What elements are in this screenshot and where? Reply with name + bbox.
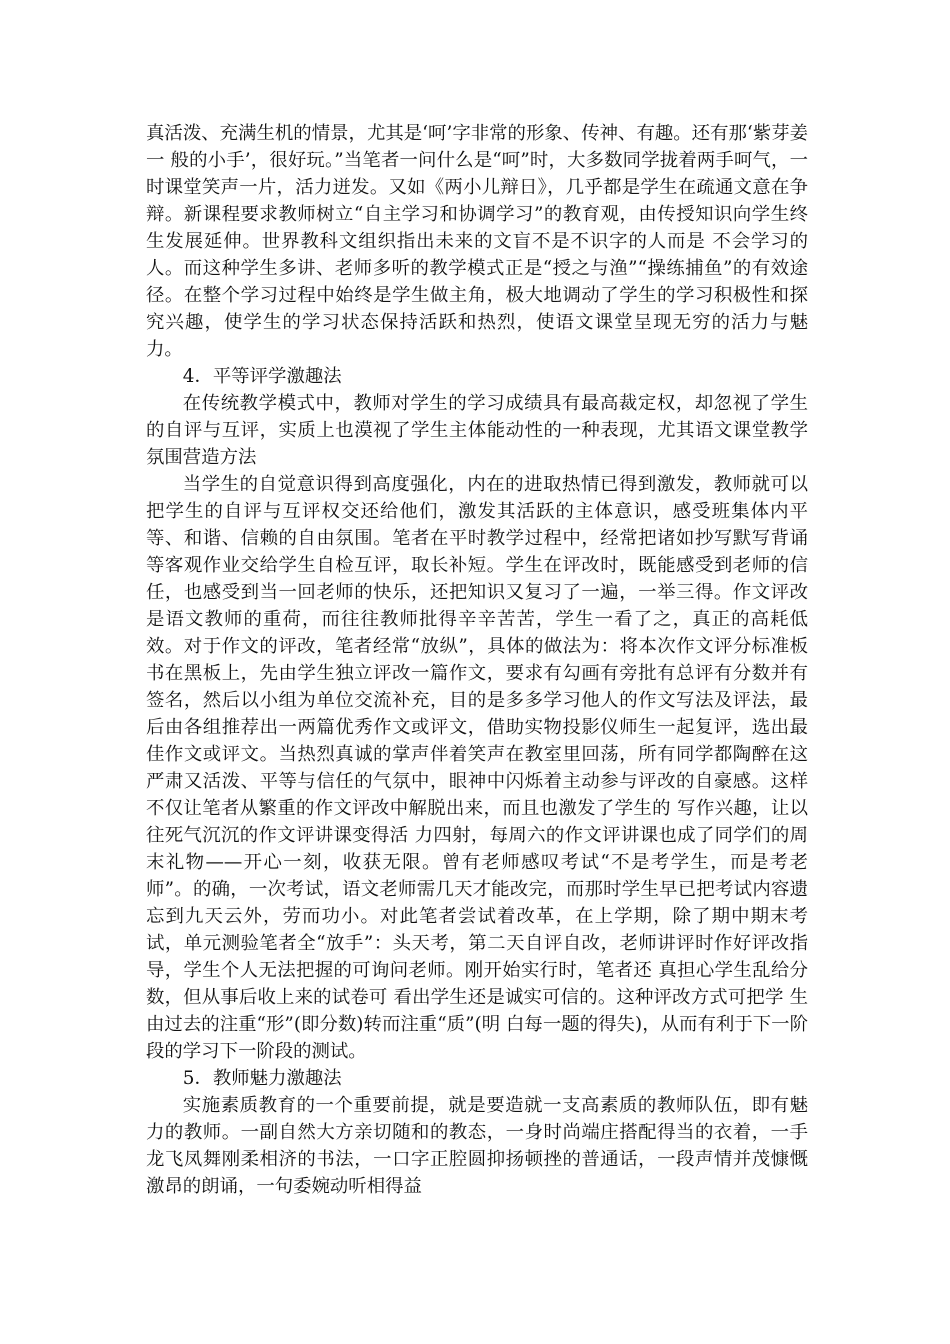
paragraph-section-5-body: 实施素质教育的一个重要前提，就是要造就一支高素质的教师队伍，即有魅力的教师。一副自然大方亲切随和的教态，一身时尚端庄搭配得当的衣着，一手龙飞凤舞刚柔相济的书法，一口字正腔圆抑扬顿挫的普通话，一段声情并茂慷慨激昂的朗诵，一句委婉动听相得益 bbox=[146, 1095, 808, 1197]
document-body bbox=[146, 120, 808, 1200]
section-heading-5: 5．教师魅力激趣法 bbox=[182, 1068, 342, 1089]
paragraph-section-4-intro: 在传统教学模式中，教师对学生的学习成绩具有最高裁定权，却忽视了学生的自评与互评，实质上也漠视了学生主体能动性的一种表现，尤其语文课堂教学氛围营造方法 bbox=[146, 393, 808, 468]
paragraph-intro-continuation: 真活泼、充满生机的情景，尤其是‘呵’字非常的形象、传神、有趣。还有那‘紫芽姜一 般的小手’，很好玩。”当笔者一问什么是“呵”时，大多数同学拢着两手呵气，一时课堂笑声一片，活力迸发。又如《两小儿辩日》，几乎都是学生在疏通文意在争辩。新课程要求教师树立“自主学习和协调学习”的教育观，由传授知识向学生终生发展延伸。世界教科文组织指出未来的文盲不是不识字的人而是 不会学习的人。而这种学生多讲、老师多听的教学模式正是“授之与渔”“操练捕鱼”的有效途径。在整个学习过程中始终是学生做主角，极大地调动了学生的学习积极性和探究兴趣，使学生的学习状态保持活跃和热烈，使语文课堂呈现无穷的活力与魅力。 bbox=[146, 123, 808, 360]
paragraph-section-4-body: 当学生的自觉意识得到高度强化，内在的进取热情已得到激发，教师就可以把学生的自评与互评权交还给他们，激发其活跃的主体意识，感受班集体内平等、和谐、信赖的自由氛围。笔者在平时教学过程中，经常把诸如抄写默写背诵等客观作业交给学生自检互评，取长补短。学生在评改时，既能感受到老师的信任，也感受到当一回老师的快乐，还把知识又复习了一遍，一举三得。作文评改是语文教师的重荷，而往往教师批得辛辛苦苦，学生一看了之，真正的高耗低效。对于作文的评改，笔者经常“放纵”，具体的做法为：将本次作文评分标准板书在黑板上，先由学生独立评改一篇作文，要求有勾画有旁批有总评有分数并有签名，然后以小组为单位交流补充，目的是多多学习他人的作文写法及评法，最后由各组推荐出一两篇优秀作文或评文，借助实物投影仪师生一起复评，选出最佳作文或评文。当热烈真诚的掌声伴着笑声在教室里回荡，所有同学都陶醉在这严肃又活泼、平等与信任的气氛中，眼神中闪烁着主动参与评改的自豪感。这样不仅让笔者从繁重的作文评改中解脱出来，而且也激发了学生的 写作兴趣，让以往死气沉沉的作文评讲课变得活 力四射，每周六的作文评讲课也成了同学们的周末礼物——开心一刻，收获无限。曾有老师感叹考试“不是考学生，而是考老师”。的确，一次考试，语文老师需几天才能改完，而那时学生早已把考试内容遗忘到九天云外，劳而功小。对此笔者尝试着改革，在上学期，除了期中期末考试，单元测验笔者全“放手”：头天考，第二天自评自改，老师讲评时作好评改指导，学生个人无法把握的可询问老师。刚开始实行时，笔者还 真担心学生乱给分数，但从事后收上来的试卷可 看出学生还是诚实可信的。这种评改方式可把学 生由过去的注重“形”(即分数)转而注重“质”(明 白每一题的得失)，从而有利于下一阶段的学习下一阶段的测试。 bbox=[146, 474, 808, 1062]
section-heading-4: 4．平等评学激趣法 bbox=[182, 366, 342, 387]
